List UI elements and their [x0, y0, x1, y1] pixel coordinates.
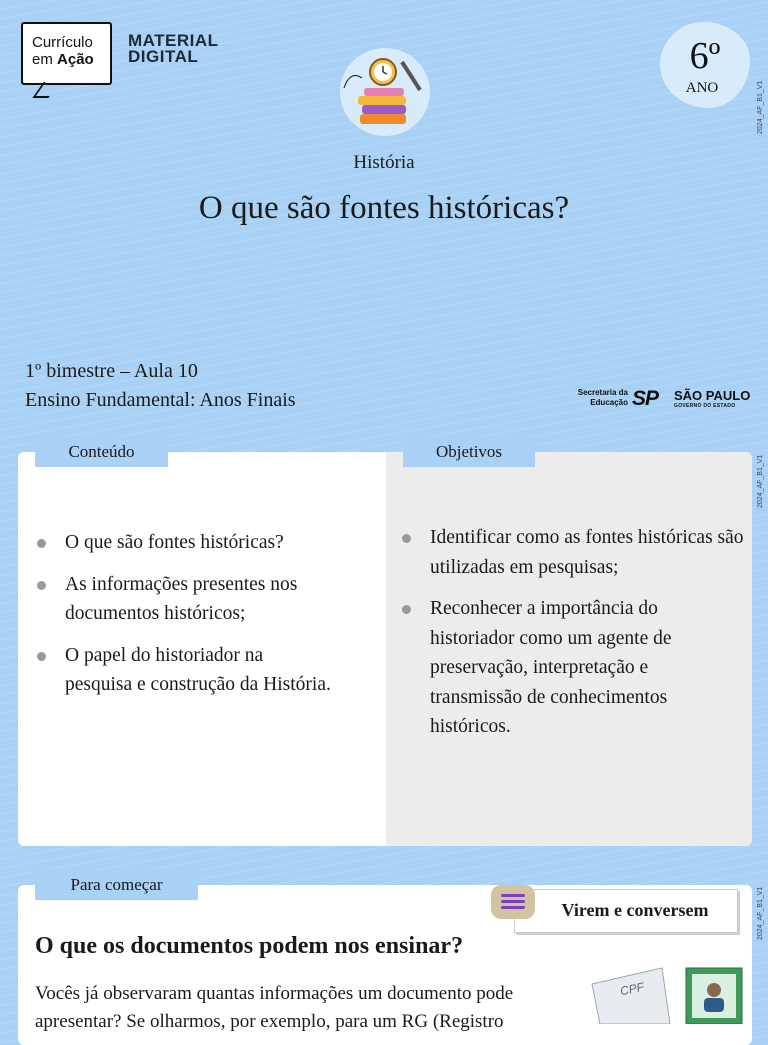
id-documents-icon: [590, 950, 750, 1024]
lesson-title: O que são fontes históricas?: [198, 190, 570, 226]
section-heading: O que os documentos podem nos ensinar?: [35, 933, 464, 959]
chat-icon: [491, 885, 535, 919]
sp-mark: SP: [632, 387, 659, 410]
documents-illustration: [590, 950, 750, 1024]
objectives-list: [400, 523, 745, 754]
list-item: O papel do historiador na pesquisa e construção da História.: [35, 641, 335, 700]
content-list: [35, 528, 335, 712]
list-item: Reconhecer a importância do historiador como um agente de preservação, interpretação e transmissão de conhecimentos históricos.: [400, 594, 745, 742]
material-label: MATERIAL: [128, 31, 219, 50]
logo-line-1: Currículo: [32, 34, 93, 51]
cpf-label: CPF: [618, 979, 646, 999]
logo-line-2-bold: Ação: [57, 51, 94, 68]
education-level: Ensino Fundamental: Anos Finais: [25, 389, 296, 411]
digital-label: DIGITAL: [128, 47, 199, 66]
logo-line-2: [32, 51, 110, 68]
list-item: Identificar como as fontes históricas são utilizadas em pesquisas;: [400, 523, 745, 582]
state-name: SÃO PAULO: [674, 388, 751, 403]
section-paragraph: Vocês já observaram quantas informações um documento pode apresentar? Se olharmos, por exemplo, para um RG (Registro: [35, 983, 514, 1032]
subject-label: História: [353, 152, 415, 173]
secretaria-label: [572, 388, 628, 408]
version-code: 2024_AF_B1_V1: [757, 886, 764, 940]
start-tab: Para começar: [35, 870, 198, 900]
curriculo-em-acao-logo: [21, 22, 112, 85]
version-code: 2024_AF_B1_V1: [757, 454, 764, 508]
version-code: 2024_AF_B1_V1: [757, 80, 764, 134]
secretaria-line-1: Secretaria da: [577, 388, 628, 397]
material-digital-logo: [128, 33, 219, 65]
grade-number: 6º: [689, 35, 721, 77]
government-label: GOVERNO DO ESTADO: [674, 403, 736, 409]
discussion-badge-label: Virem e conversem: [561, 900, 709, 920]
list-item: O que são fontes históricas?: [35, 528, 335, 558]
books-clock-icon: [340, 48, 430, 136]
secretaria-line-2: Educação: [590, 398, 628, 407]
logo-line-2-prefix: em: [32, 51, 58, 68]
books-clock-illustration: [340, 48, 430, 136]
content-tab: Conteúdo: [35, 437, 168, 467]
objectives-tab: Objetivos: [403, 437, 535, 467]
list-item: As informações presentes nos documentos históricos;: [35, 570, 335, 629]
lesson-period: 1º bimestre – Aula 10: [25, 360, 198, 382]
grade-label: ANO: [685, 80, 719, 96]
